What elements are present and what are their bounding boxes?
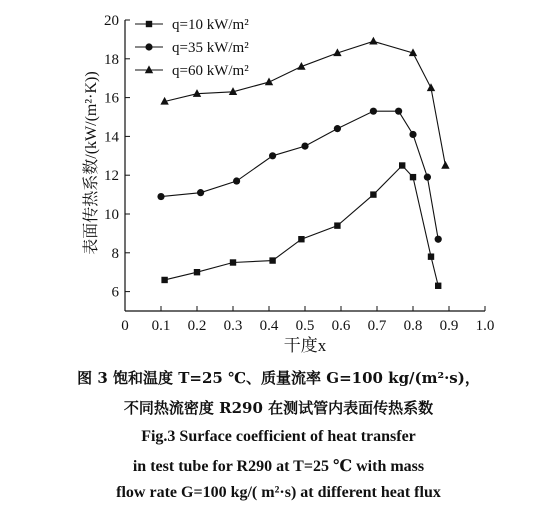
- data-point: [265, 77, 273, 85]
- data-point: [157, 193, 164, 200]
- y-axis-label: 表面传热系数/(kW/(m²·K)): [83, 71, 100, 255]
- x-tick-label: 1.0: [475, 318, 495, 334]
- data-point: [435, 283, 441, 289]
- caption-zh-line-1: 图 3 饱和温度 T=25 ℃、质量流率 G=100 kg/(m²·s)，: [77, 369, 480, 387]
- x-tick-label: 0.5: [295, 318, 315, 334]
- data-point: [233, 177, 240, 184]
- y-tick-label: 16: [104, 90, 119, 107]
- x-tick-label: 0.3: [223, 318, 243, 334]
- x-tick-label: 0.4: [259, 318, 279, 334]
- caption-zh-line-2: 不同热流密度 R290 在测试管内表面传热系数: [123, 399, 434, 417]
- data-point: [410, 174, 416, 180]
- caption-en-line-3: flow rate G=100 kg/( m²·s) at different heat flux: [116, 484, 441, 501]
- data-point: [301, 143, 308, 150]
- series-line: [165, 166, 439, 286]
- y-tick-label: 20: [104, 13, 119, 29]
- data-point: [370, 191, 376, 197]
- legend-entry: [135, 17, 249, 33]
- legend-marker: [145, 43, 152, 50]
- data-point: [409, 131, 416, 138]
- data-point: [369, 37, 377, 45]
- data-point: [194, 269, 200, 275]
- y-tick-label: 8: [111, 245, 119, 262]
- x-tick-label: 0.7: [367, 318, 387, 334]
- data-point: [197, 189, 204, 196]
- legend-marker: [145, 65, 153, 73]
- x-tick-label: 0.1: [151, 318, 171, 334]
- data-point: [269, 152, 276, 159]
- data-point: [428, 253, 434, 259]
- legend-label: q=35 kW/m²: [172, 40, 249, 56]
- data-point: [298, 236, 304, 242]
- data-point: [269, 257, 275, 263]
- legend-entry: [135, 63, 249, 79]
- x-axis-label: 干度x: [283, 336, 327, 355]
- legend-label: q=60 kW/m²: [172, 63, 249, 79]
- y-tick-label: 10: [104, 207, 119, 223]
- data-point: [441, 161, 449, 169]
- data-point: [370, 108, 377, 115]
- data-point: [395, 108, 402, 115]
- caption-en-line-2: in test tube for R290 at T=25 ℃ with mass: [132, 458, 425, 475]
- legend-entry: [135, 40, 249, 56]
- y-tick-label: 6: [111, 284, 119, 301]
- data-point: [334, 222, 340, 228]
- data-point: [161, 277, 167, 283]
- data-point: [399, 162, 405, 168]
- data-point: [424, 174, 431, 181]
- legend-marker: [146, 21, 152, 27]
- x-tick-label: 0: [121, 318, 129, 334]
- series-circle: [157, 108, 441, 243]
- caption-en-line-1: Fig.3 Surface coefficient of heat transfer: [141, 428, 416, 445]
- data-point: [230, 259, 236, 265]
- data-point: [435, 236, 442, 243]
- y-tick-label: 12: [104, 168, 119, 185]
- x-tick-label: 0.6: [331, 318, 351, 334]
- series-line: [161, 111, 438, 239]
- series-square: [161, 162, 441, 289]
- data-point: [427, 83, 435, 91]
- x-tick-label: 0.9: [439, 318, 459, 334]
- x-tick-label: 0.2: [187, 318, 207, 334]
- data-point: [334, 125, 341, 132]
- y-tick-label: 18: [104, 51, 119, 68]
- y-tick-label: 14: [104, 129, 119, 146]
- x-tick-label: 0.8: [403, 318, 423, 334]
- legend: [135, 17, 249, 79]
- legend-label: q=10 kW/m²: [172, 17, 249, 33]
